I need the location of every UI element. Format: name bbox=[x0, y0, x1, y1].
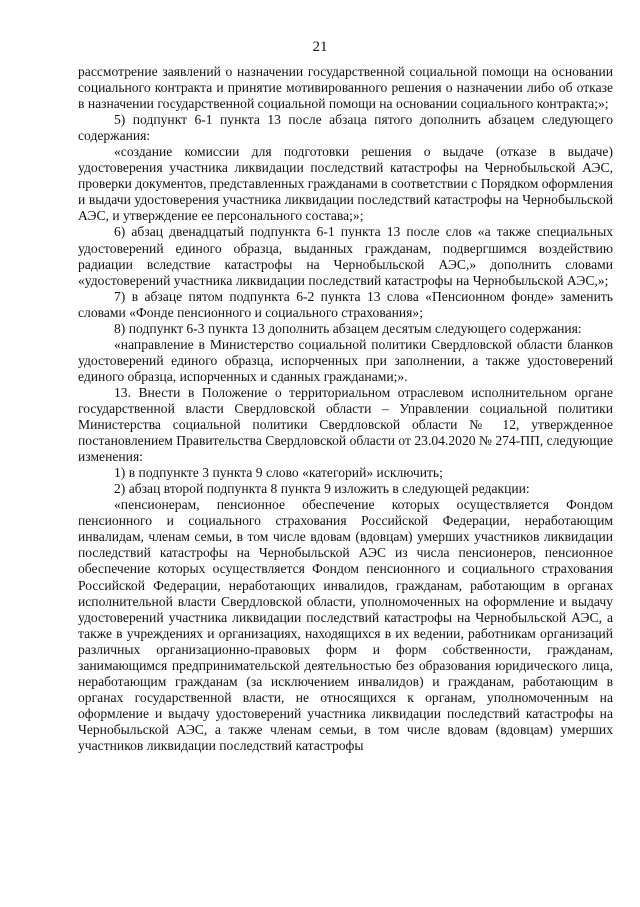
paragraph-quote-direction: «направление в Министерство социальной политики Свердловской области бланков удостоверений единого образца, испорченных при заполнении, а также удостоверений единого образца, испорченных и сданных гражданами;». bbox=[78, 336, 613, 384]
paragraph-sub-2: 2) абзац второй подпункта 8 пункта 9 изложить в следующей редакции: bbox=[114, 481, 530, 497]
paragraph-item-8: 8) подпункт 6-3 пункта 13 дополнить абзацем десятым следующего содержания: bbox=[114, 320, 582, 336]
paragraph-quote-pensioners: «пенсионерам, пенсионное обеспечение которых осуществляется Фондом пенсионного и социального страхования Российской Федерации, неработающим инвалидам, членам семьи, в том числе вдовам (вдовцам) умерших участников ликвидации последствий катастрофы на Чернобыльской АЭС из числа пенсионеров, пенсионное обеспечение которых осуществляется Фондом пенсионного и социального страхования Российской Федерации, неработающих инвалидов, гражданам, работающим в органах исполнительной власти Свердловской области, уполномоченных на оформление и выдачу удостоверений участника ликвидации последствий катастрофы на Чернобыльской АЭС, а также в учреждениях и организациях, находящихся в их ведении, работникам организаций различных организационно-правовых форм и форм собственности, гражданам, занимающимся предпринимательской деятельностью без образования юридического лица, неработающим гражданам (за исключением инвалидов) и гражданам, работающим в органах государственной власти, не относящихся к органам, уполномоченным на оформление и выдачу удостоверений участника ликвидации последствий катастрофы на Чернобыльской АЭС, а также членам семьи, в том числе вдовам (вдовцам) умерших участников ликвидации последствий катастрофы bbox=[78, 497, 613, 753]
paragraph-item-5: 5) подпункт 6-1 пункта 13 после абзаца пятого дополнить абзацем следующего содержания: bbox=[78, 112, 613, 144]
paragraph-sub-1: 1) в подпункте 3 пункта 9 слово «категорий» исключить; bbox=[114, 465, 443, 481]
paragraph-continuation: рассмотрение заявлений о назначении государственной социальной помощи на основании социального контракта и принятие мотивированного решения о назначении либо об отказе в назначении государственной социальной помощи на основании социального контракта;»; bbox=[78, 64, 613, 112]
document-body bbox=[78, 64, 613, 754]
paragraph-quote-commission: «создание комиссии для подготовки решения о выдаче (отказе в выдаче) удостоверения участника ликвидации последствий катастрофы на Чернобыльской АЭС, проверки документов, представленных гражданами в соответствии с Порядком оформления и выдачи удостоверения участника ликвидации последствий катастрофы на Чернобыльской АЭС, и утверждение ее персонального состава;»; bbox=[78, 144, 613, 224]
paragraph-item-6: 6) абзац двенадцатый подпункта 6-1 пункта 13 после слов «а также специальных удостоверений единого образца, выданных гражданам, подвергшимся воздействию радиации вследствие катастрофы на Чернобыльской АЭС,» дополнить словами «удостоверений участника ликвидации последствий катастрофы на Чернобыльской АЭС,»; bbox=[78, 224, 613, 288]
paragraph-item-7: 7) в абзаце пятом подпункта 6-2 пункта 13 слова «Пенсионном фонде» заменить словами «Фонде пенсионного и социального страхования»; bbox=[78, 288, 613, 320]
page-number: 21 bbox=[312, 39, 328, 55]
paragraph-section-13: 13. Внести в Положение о территориальном отраслевом исполнительном органе государственной власти Свердловской области – Управлении социальной политики Министерства социальной политики Свердловской области № 12, утвержденное постановлением Правительства Свердловской области от 23.04.2020 № 274-ПП, следующие изменения: bbox=[78, 384, 613, 465]
